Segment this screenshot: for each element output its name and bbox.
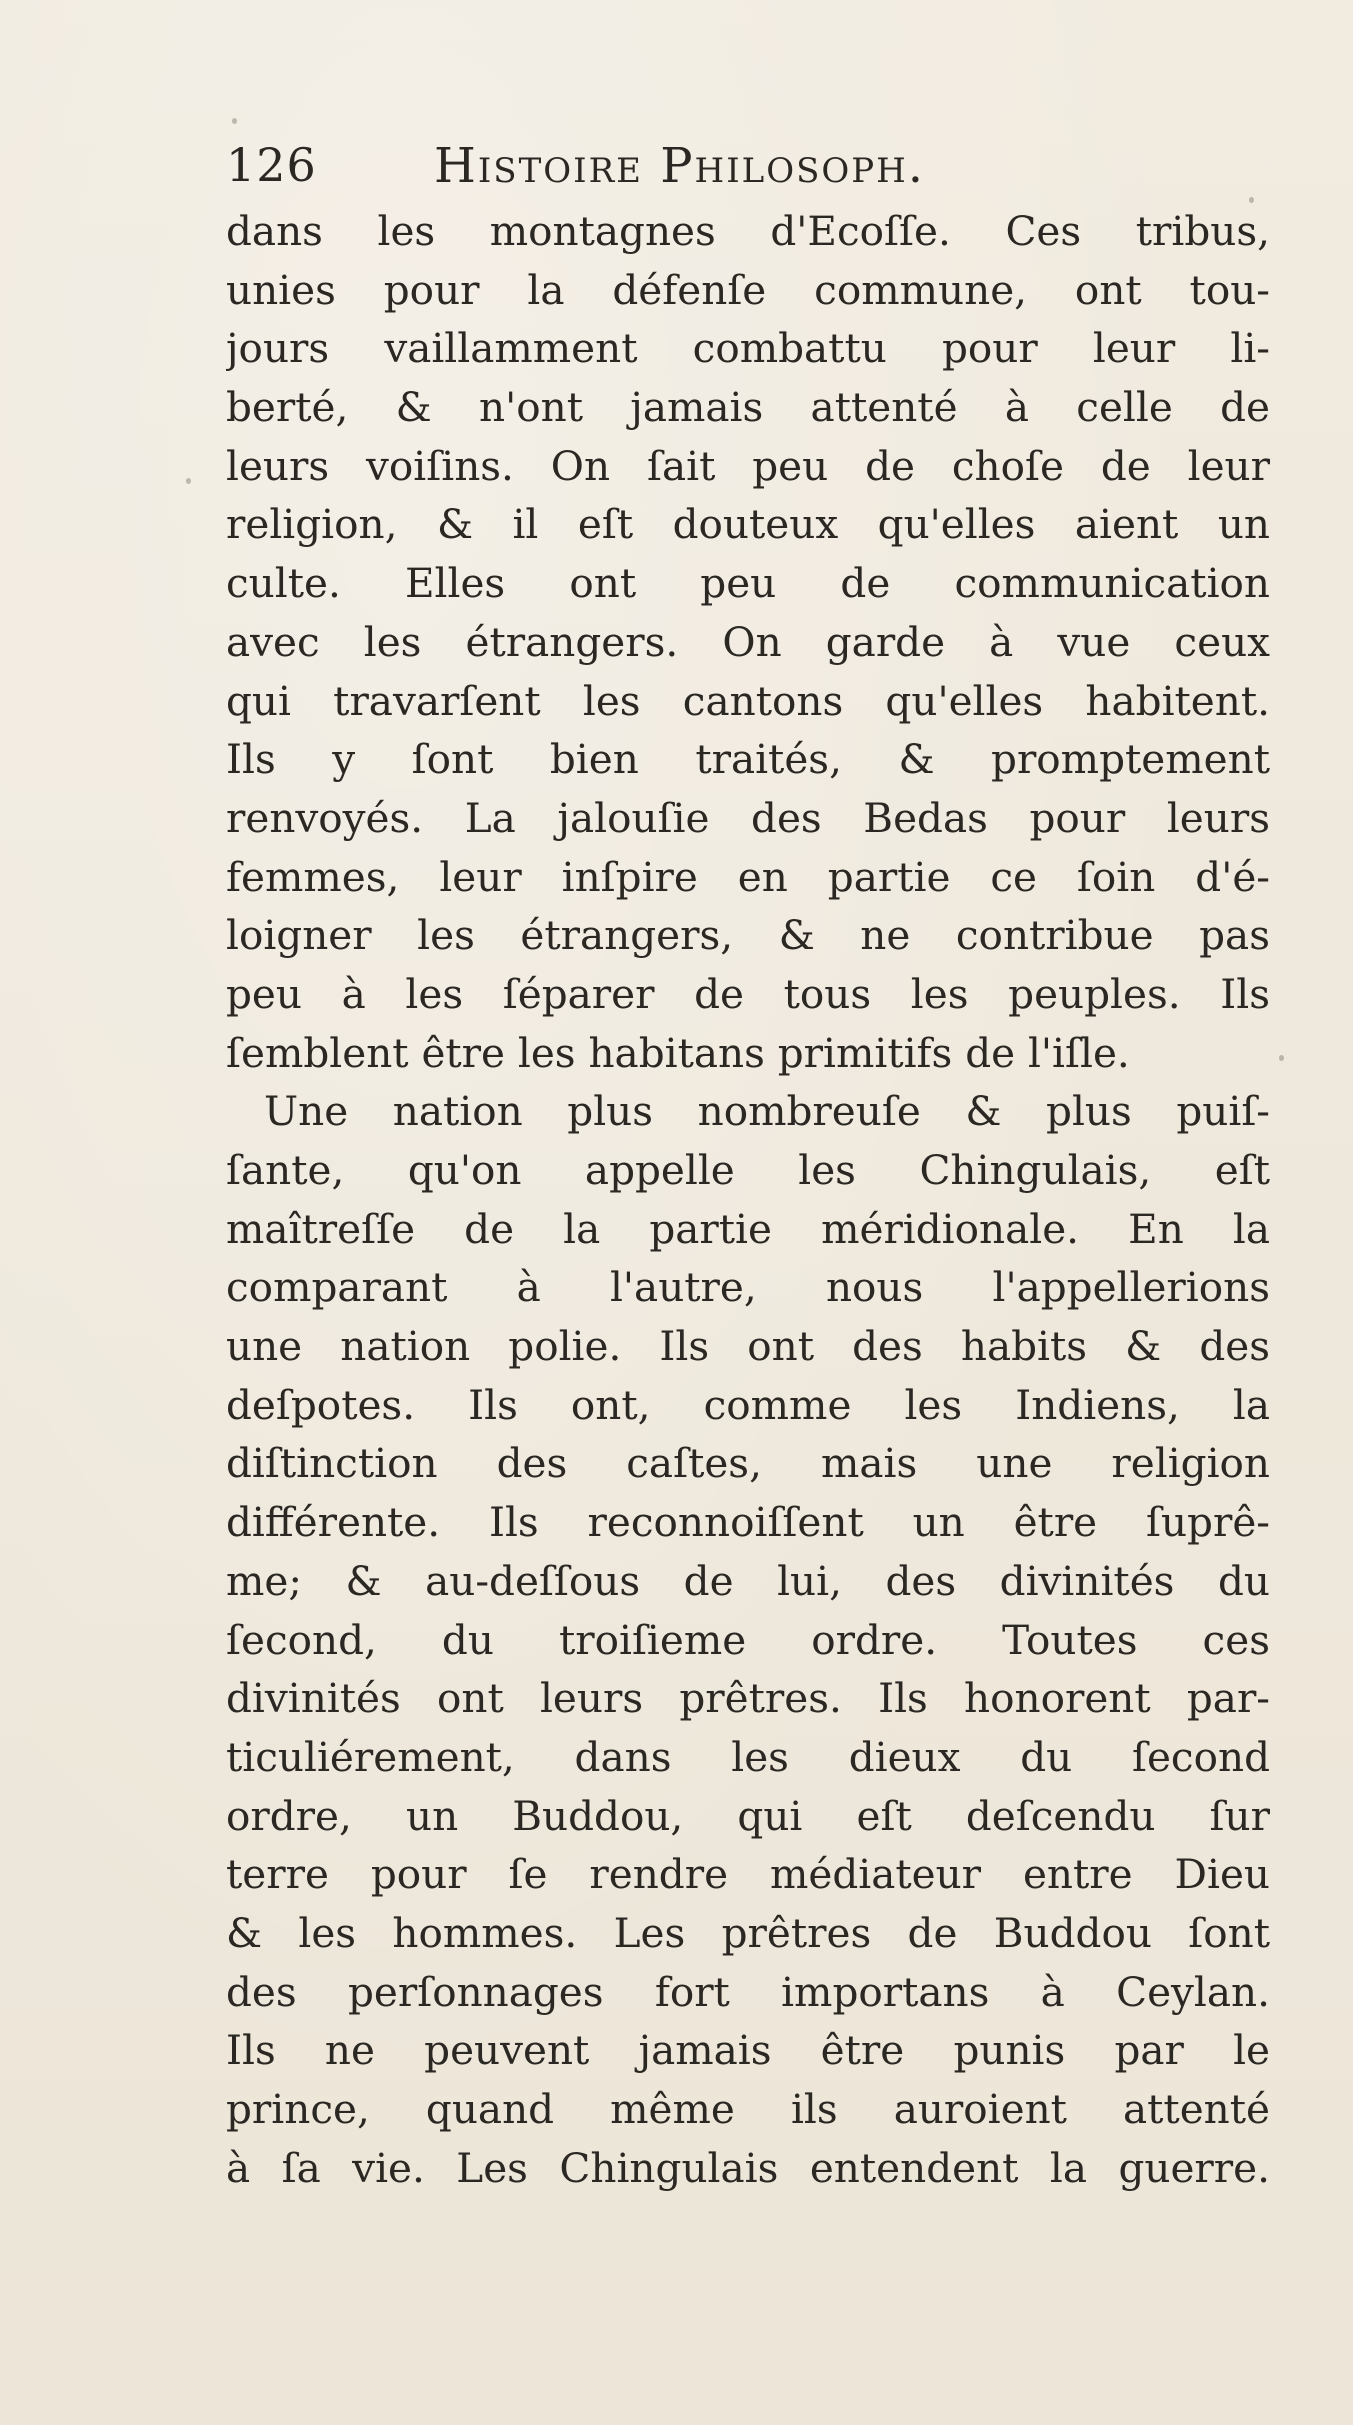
- text-line: diſtinction des caſtes, mais une religion: [226, 1439, 1270, 1488]
- text-line: comparant à l'autre, nous l'appellerions: [226, 1263, 1270, 1312]
- paper-blemish: [1279, 1055, 1284, 1061]
- text-line: & les hommes. Les prêtres de Buddou ſont: [226, 1908, 1270, 1957]
- text-line: me; & au-deſſous de lui, des divinités du: [226, 1556, 1270, 1605]
- text-line: berté, & n'ont jamais attenté à celle de: [226, 383, 1270, 432]
- text-line: prince, quand même ils auroient attenté: [226, 2085, 1270, 2133]
- body-text: [226, 202, 1270, 2197]
- text-line: renvoyés. La jalouſie des Bedas pour leurs: [226, 793, 1270, 842]
- text-line: religion, & il eſt douteux qu'elles aient un: [226, 500, 1270, 549]
- text-line: loigner les étrangers, & ne contribue pas: [226, 911, 1270, 960]
- text-line: des perſonnages fort importans à Ceylan.: [226, 1967, 1270, 2016]
- text-line: différente. Ils reconnoiſſent un être ſuprê-: [226, 1498, 1270, 1547]
- text-line: divinités ont leurs prêtres. Ils honorent par-: [226, 1674, 1270, 1723]
- text-line: ſecond, du troiſieme ordre. Toutes ces: [226, 1615, 1270, 1664]
- text-line: unies pour la défenſe commune, ont tou-: [226, 265, 1270, 314]
- text-line: leurs voiſins. On ſait peu de choſe de leur: [226, 441, 1270, 490]
- text-line: à ſa vie. Les Chingulais entendent la guerre.: [226, 2143, 1270, 2192]
- text-line: ticuliérement, dans les dieux du ſecond: [226, 1732, 1270, 1781]
- page-header: [226, 138, 1286, 208]
- running-title: Histoire Philosoph.: [434, 138, 926, 194]
- text-line: ſante, qu'on appelle les Chingulais, eſt: [226, 1146, 1270, 1194]
- text-line: Ils y ſont bien traités, & promptement: [226, 735, 1270, 784]
- text-line: deſpotes. Ils ont, comme les Indiens, la: [226, 1380, 1270, 1429]
- text-line: femmes, leur inſpire en partie ce ſoin d'é-: [226, 852, 1270, 901]
- text-line: maîtreſſe de la partie méridionale. En la: [226, 1204, 1270, 1253]
- paper-blemish: [1249, 197, 1254, 203]
- text-line: culte. Elles ont peu de communication: [226, 559, 1270, 608]
- text-line: avec les étrangers. On garde à vue ceux: [226, 617, 1270, 666]
- page-number: 126: [226, 138, 317, 192]
- text-line: Une nation plus nombreuſe & plus puiſ-: [264, 1087, 1270, 1136]
- text-line: terre pour ſe rendre médiateur entre Dieu: [226, 1850, 1270, 1899]
- paper-blemish: [232, 118, 237, 124]
- text-line: Ils ne peuvent jamais être punis par le: [226, 2026, 1270, 2075]
- text-line: jours vaillamment combattu pour leur li-: [226, 324, 1270, 373]
- paper-blemish: [186, 478, 191, 484]
- text-line: dans les montagnes d'Ecoſſe. Ces tribus,: [226, 207, 1270, 255]
- text-line: ordre, un Buddou, qui eſt deſcendu ſur: [226, 1791, 1270, 1840]
- text-line: une nation polie. Ils ont des habits & des: [226, 1322, 1270, 1371]
- text-line: qui travarſent les cantons qu'elles habitent.: [226, 676, 1270, 725]
- text-line: ſemblent être les habitans primitifs de l'iſle.: [226, 1028, 1130, 1077]
- text-line: peu à les ſéparer de tous les peuples. Ils: [226, 969, 1270, 1018]
